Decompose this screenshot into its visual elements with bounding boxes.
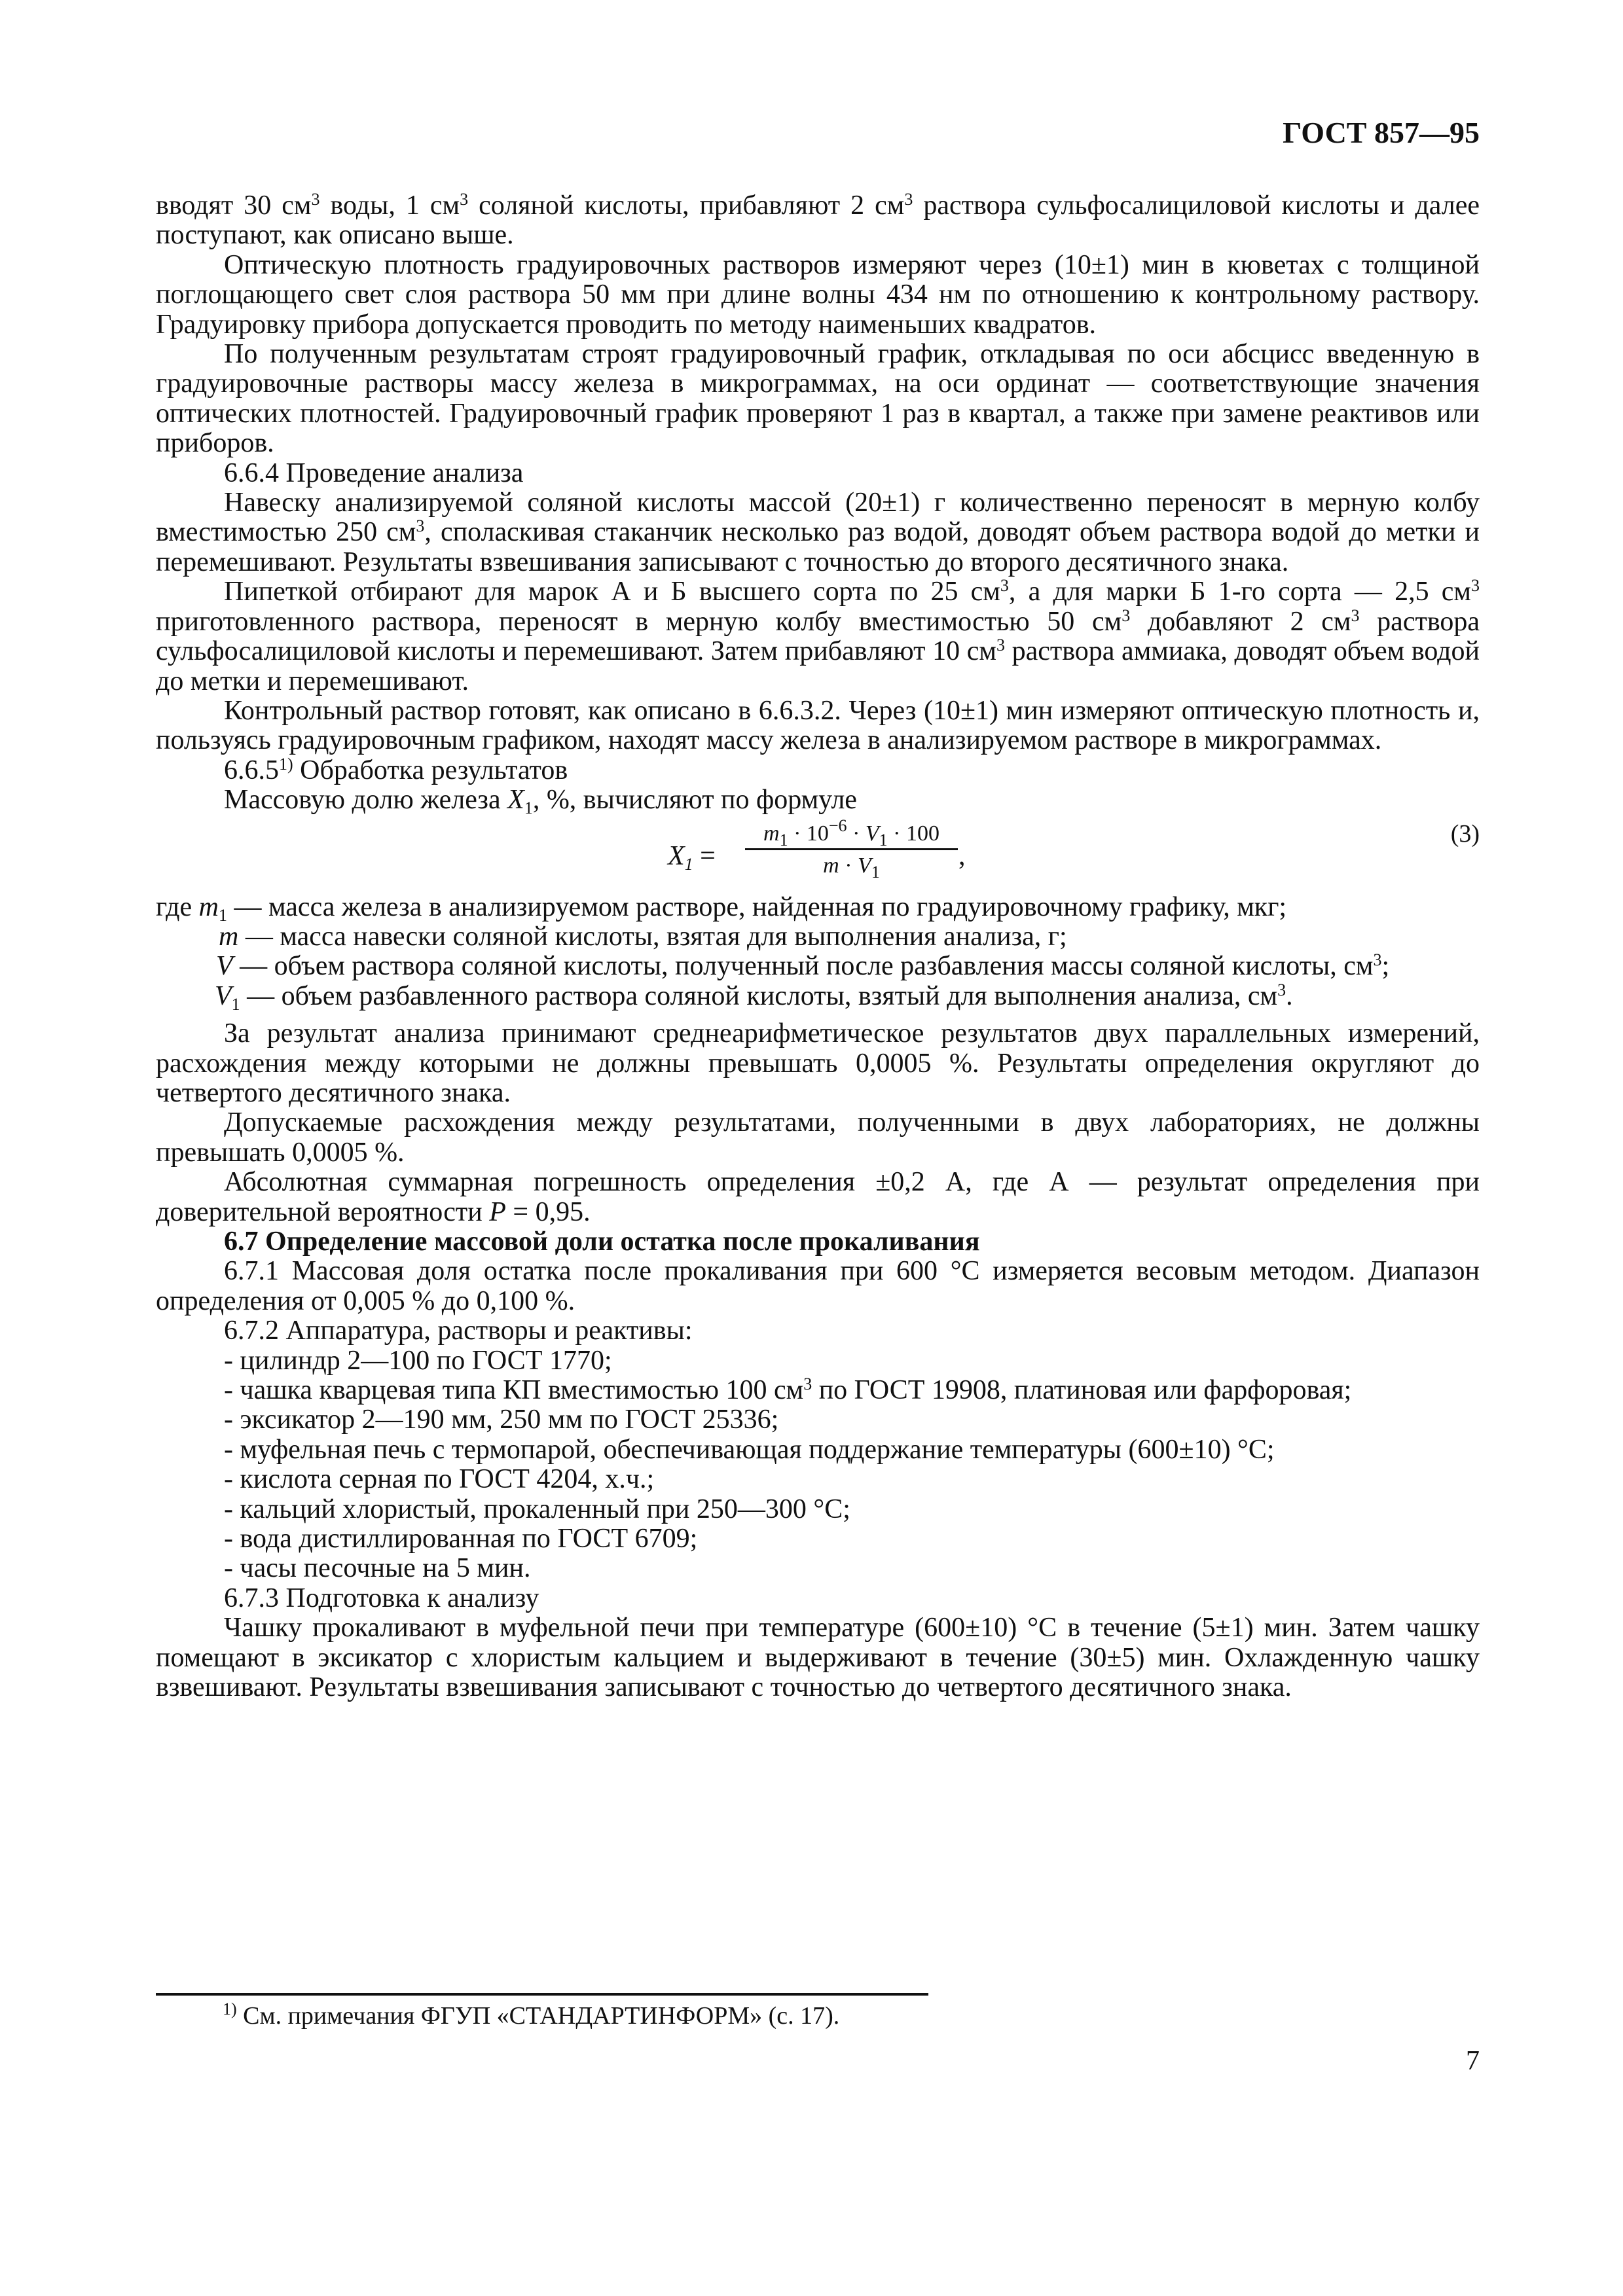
section-heading-6-6-4: 6.6.4 Проведение анализа — [224, 457, 524, 488]
section-heading-6-7-3: 6.7.3 Подготовка к анализу — [224, 1583, 539, 1613]
section-heading-6-6-5: 6.6.5$^{1)}$ Обработка результатов — [224, 754, 568, 785]
paragraph-optical-density: Оптическую плотность градуировочных растворов измеряют через (10±1) мин в кюветах с толщиной поглощающего свет слоя раствора 50 мм при длине волны 434 нм по отношению к контрольному раствору. Градуировку прибора допускается проводить по методу наименьших квадратов. — [156, 249, 1480, 340]
paragraph-6-7-1: 6.7.1 Массовая доля остатка после прокаливания при 600 °С измеряется весовым методом. Диапазон определения от 0,005 % до 0,100 %. — [156, 1256, 1480, 1316]
paragraph-calibration-graph: По полученным результатам строят градуировочный график, откладывая по оси абсцисс введенную в градуировочные растворы массу железа в микрограммах, на оси ординат — соответствующие значения оптических плотностей. Градуировочный график проверяют 1 раз в квартал, а также при замене реактивов или приборов. — [156, 339, 1480, 459]
list-item: - чашка кварцевая типа КП вместимостью 100 $см^3$ по ГОСТ 19908, платиновая или фарфоровая; — [224, 1374, 1352, 1406]
paragraph-formula-intro: Массовую долю железа $X_1$, %, вычисляют по формуле — [224, 785, 857, 818]
paragraph-absolute-error: Абсолютная суммарная погрешность определения ±0,2 А, где А — результат определения при доверительной вероятности P = 0,95. — [156, 1167, 1480, 1227]
where-line-v1: $V_1$ — объем разбавленного раствора соляной кислоты, взятый для выполнения анализа, $см^3$. — [215, 980, 1293, 1014]
list-item: - муфельная печь с термопарой, обеспечивающая поддержание температуры (600±10) °С; — [224, 1434, 1275, 1465]
formula-lhs: $X_1$ = — [668, 840, 716, 874]
where-line-m: m — масса навески соляной кислоты, взятая для выполнения анализа, г; — [219, 921, 1067, 952]
list-item: - вода дистиллированная по ГОСТ 6709; — [224, 1524, 698, 1554]
paragraph-lab-discrepancy: Допускаемые расхождения между результатами, полученными в двух лабораториях, не должны превышать 0,0005 %. — [156, 1107, 1480, 1168]
footnote-reference: 1) — [279, 754, 293, 774]
formula-denominator: $m \cdot V_1$ — [823, 853, 880, 882]
where-line-m1: где $m_1$ — масса железа в анализируемом растворе, найденная по градуировочному графику, мкг; — [156, 891, 1287, 925]
paragraph-pipette: Пипеткой отбирают для марок А и Б высшего сорта по 25 $см^3$, а для марки Б 1-го сорта — 2,5 $см^3$ приготовленного раствора, переносят в мерную колбу вместимостью 50 $см^3$ добавляют 2 $см^3$ раствора сульфосалициловой кислоты и перемешивают. Затем прибавляют 10 $см^3$ раствора аммиака, доводят объем водой до метки и перемешивают. — [156, 576, 1480, 696]
document-body — [156, 191, 1480, 1703]
list-item: - цилиндр 2—100 по ГОСТ 1770; — [224, 1345, 612, 1376]
list-item: - кальций хлористый, прокаленный при 250—300 °С; — [224, 1494, 850, 1524]
list-item: - кислота серная по ГОСТ 4204, х.ч.; — [224, 1464, 655, 1495]
list-item: - эксикатор 2—190 мм, 250 мм по ГОСТ 25336; — [224, 1405, 779, 1435]
paragraph-6-7-2: 6.7.2 Аппаратура, растворы и реактивы: — [224, 1316, 693, 1346]
page-number: 7 — [1466, 2046, 1480, 2076]
footnote-divider — [156, 1993, 928, 1996]
where-line-v: V — объем раствора соляной кислоты, полученный после разбавления массы соляной кислоты, $см^3$; — [216, 950, 1390, 982]
footnote: $^{1)}$ См. примечания ФГУП «СТАНДАРТИНФОРМ» (с. 17). — [223, 2000, 840, 2030]
formula-numerator: $m_1 \cdot 10^{-6} \cdot V_1 \cdot 100$ — [763, 816, 939, 850]
formula-fraction — [745, 816, 958, 882]
formula-number: (3) — [1450, 819, 1480, 848]
formula-3: $X_1$ = $m_1 \cdot 10^{-6} \cdot V_1 \cdot 100$ $m \cdot V_1$ , (3) — [668, 816, 1480, 882]
paragraph-sample-weighing: Навеску анализируемой соляной кислоты массой (20±1) г количественно переносят в мерную колбу вместимостью 250 $см^3$, споласкивая стаканчик несколько раз водой, доводят объем раствора водой до метки и перемешивают. Результаты взвешивания записывают с точностью до второго десятичного знака. — [156, 488, 1480, 577]
paragraph-result-average: За результат анализа принимают среднеарифметическое результатов двух параллельных измерений, расхождения между которыми не должны превышать 0,0005 %. Результаты определения округляют до четвертого десятичного знака. — [156, 1018, 1480, 1108]
paragraph-continuation: вводят 30 $см^3$ воды, 1 $см^3$ соляной кислоты, прибавляют 2 $см^3$ раствора сульфосалициловой кислоты и далее поступают, как описано выше. — [156, 190, 1480, 251]
standard-header: ГОСТ 857—95 — [1283, 116, 1480, 149]
list-item: - часы песочные на 5 мин. — [224, 1553, 531, 1584]
section-heading-6-7: 6.7 Определение массовой доли остатка после прокаливания — [224, 1227, 980, 1257]
paragraph-preparation: Чашку прокаливают в муфельной печи при температуре (600±10) °С в течение (5±1) мин. Затем чашку помещают в эксикатор с хлористым кальцием и выдерживают в течение (30±5) мин. Охлажденную чашку взвешивают. Результаты взвешивания записывают с точностью до четвертого десятичного знака. — [156, 1613, 1480, 1703]
paragraph-control-solution: Контрольный раствор готовят, как описано в 6.6.3.2. Через (10±1) мин измеряют оптическую плотность и, пользуясь градуировочным графиком, находят массу железа в анализируемом растворе в микрограммах. — [156, 695, 1480, 756]
